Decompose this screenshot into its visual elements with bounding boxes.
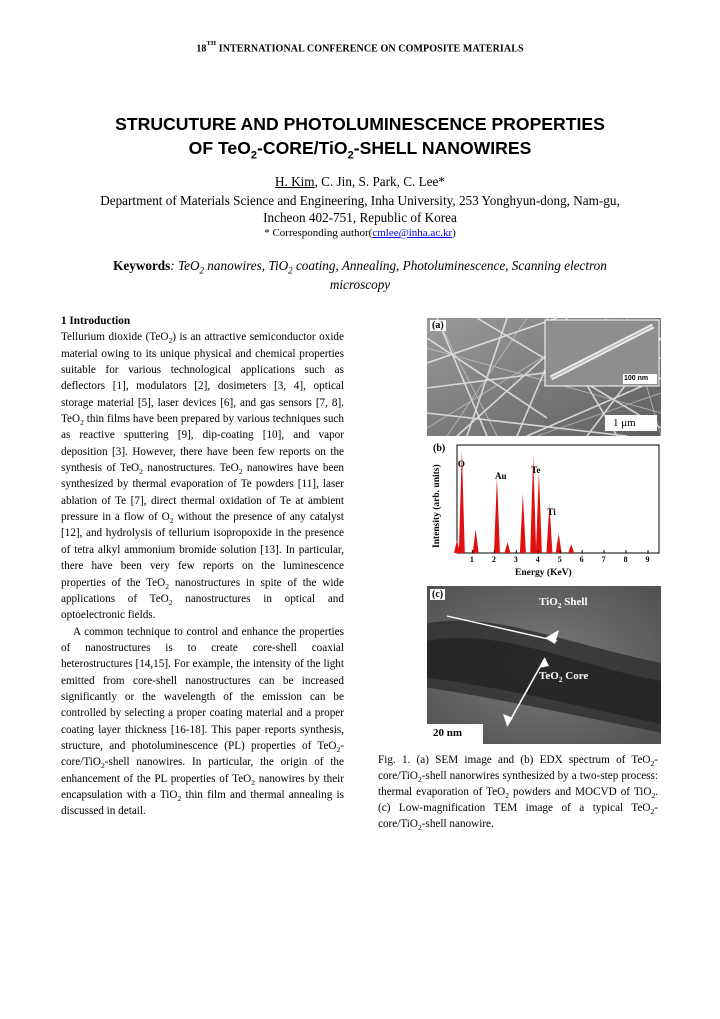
spectrum-peak	[473, 529, 479, 553]
paragraph-1: Tellurium dioxide (TeO$_2$) is an attractive semiconductor oxide material owing to its unique physical and chemical properties suitable for various technological applications such as deflectors [1], modulators [2], dosimeters [3, 4], optical storage material [5], laser devices [6], and gas sensors [7, 8]. TeO$_2$ thin films have been prepared by various techniques such as reactive sputtering [9], dip-coating [10], and vapor deposition [3]. However, there have been few reports on the synthesis of TeO$_2$ nanostructures. TeO$_2$ nanowires have been synthesized by thermal evaporation of Te powders [11], laser ablation of Te [7], direct thermal oxidation of Te at ambient pressure in a flow of $O_2$ without the presence of any catalyst [12], and hydrolysis of tellurium isopropoxide in the presence of tetra alkyl ammonium bromide solution [13]. In particular, there have been very few reports on the luminescence properties of the TeO$_2$ nanostructures in spite of the wide applications of TeO$_2$ nanostructures in optical and optoelectronic fields.	[61, 331, 344, 622]
section-heading: 1 Introduction	[61, 315, 131, 327]
title-line-2: OF TeO$_2$-CORE/TiO$_2$-SHELL NANOWIRES	[188, 138, 532, 162]
x-tick-label: 3	[513, 555, 518, 564]
x-tick-label: 5	[557, 555, 562, 564]
peak-label-au: Au	[494, 471, 507, 481]
spectrum-peak	[568, 544, 574, 553]
paper-title	[0, 112, 720, 160]
edx-spectrum-panel	[427, 443, 661, 579]
shell-label: TiO$_2$ Shell	[539, 596, 588, 611]
x-tick-label: 1	[469, 555, 474, 564]
sem-image-panel	[427, 318, 661, 436]
spectrum-peak	[520, 494, 526, 553]
panel-c-label: (c)	[432, 589, 444, 600]
x-tick-label: 4	[535, 555, 540, 564]
edx-spectrum-chart	[427, 443, 661, 579]
keywords: Keywords: TeO$_2$ nanowires, TiO$_2$ coating, Annealing, Photoluminescence, Scanning electron microscopy	[113, 258, 607, 292]
figure-1	[427, 318, 661, 745]
paragraph-2: A common technique to control and enhance the properties of nanostructures is to create core-shell coaxial heterostructures [14,15]. For example, the intensity of the light emitted from core-shell nanostructures can be increased significantly or the wavelength of the emission can be controlled by selecting a proper coating material and a proper coating layer thickness [16-18]. This paper reports synthesis, structure, and photoluminescence (PL) properties of TeO$_2$-core/TiO$_2$-shell nanowires. In particular, the origin of the enhancement of the PL properties of TeO$_2$ nanowires by their encapsulation with a TiO$_2$ thin film and thermal annealing is discussed in detail.	[61, 625, 344, 818]
x-tick-label: 9	[645, 555, 650, 564]
y-axis-label: Intensity (arb. units)	[432, 464, 442, 548]
affiliation: Department of Materials Science and Engineering, Inha University, 253 Yonghyun-dong, Nam-gu, Incheon 402-751, Republic of Korea	[100, 193, 620, 225]
figure-caption: Fig. 1. (a) SEM image and (b) EDX spectrum of TeO$_2$-core/TiO$_2$-shell nanorwires synthesized by a two-step process: thermal evaporation of TeO$_2$ powders and MOCVD of TiO$_2$. (c) Low-magnification TEM image of a typical TeO$_2$-core/TiO$_2$-shell nanowire.	[378, 754, 658, 833]
panel-b-label: (b)	[433, 443, 446, 454]
email-link[interactable]: cmlee@inha.ac.kr	[372, 227, 453, 239]
tem-scale-bar: 20 nm	[433, 727, 463, 739]
peak-label-ti: Ti	[547, 507, 556, 517]
panel-a-label: (a)	[432, 320, 444, 331]
spectrum-peak	[505, 542, 511, 553]
conference-header: 18TH INTERNATIONAL CONFERENCE ON COMPOSITE MATERIALS	[196, 40, 524, 55]
sem-scale-bar: 1 μm	[613, 417, 636, 429]
corresponding-author: * Corresponding author(cmlee@inha.ac.kr)	[264, 227, 456, 239]
spectrum-peak	[494, 477, 500, 553]
tem-image-panel	[427, 586, 661, 744]
x-tick-label: 8	[623, 555, 628, 564]
peak-label-o: O	[457, 459, 465, 469]
peak-label-te: Te	[531, 465, 541, 475]
plot-frame	[457, 445, 659, 553]
x-tick-label: 7	[601, 555, 606, 564]
spectrum-peak	[536, 472, 542, 553]
x-tick-label: 2	[491, 555, 496, 564]
title-line-1: STRUCUTURE AND PHOTOLUMINESCENCE PROPERTIES	[115, 114, 605, 134]
spectrum-peak	[556, 534, 562, 553]
inset-scale-bar: 100 nm	[624, 375, 649, 382]
authors: H. Kim, C. Jin, S. Park, C. Lee*	[275, 174, 445, 189]
x-tick-label: 6	[579, 555, 584, 564]
introduction-column	[61, 313, 344, 820]
x-axis-label: Energy (KeV)	[515, 568, 572, 578]
core-label: TeO$_2$ Core	[539, 670, 589, 685]
tem-image	[427, 586, 661, 744]
